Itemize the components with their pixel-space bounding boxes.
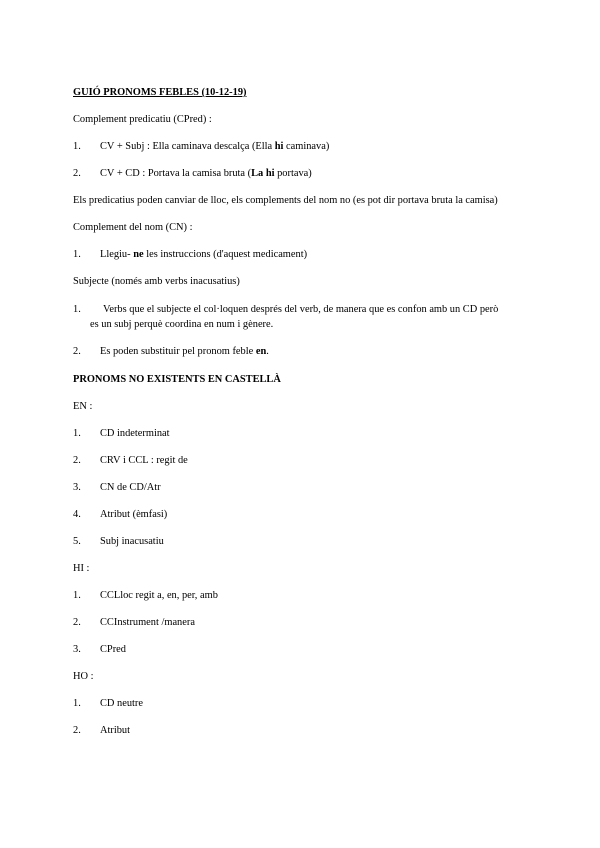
list-item <box>73 303 498 316</box>
item-number: 2. <box>73 725 81 736</box>
item-bold: La hi <box>251 168 275 179</box>
subj-heading: Subjecte (només amb verbs inacusatius) <box>73 276 240 287</box>
list-item <box>73 167 312 180</box>
item-number: 2. <box>73 617 81 628</box>
item-text: CPred <box>100 644 126 655</box>
item-text: CV + Subj : Ella caminava descalça (Ella <box>100 141 275 152</box>
item-text: CCLloc regit a, en, per, amb <box>100 590 218 601</box>
list-item <box>73 535 164 548</box>
item-number: 2. <box>73 346 81 357</box>
list-item <box>73 643 126 656</box>
item-bold: ne <box>133 249 144 260</box>
item-number: 1. <box>73 249 81 260</box>
list-item <box>73 697 143 710</box>
item-number: 3. <box>73 644 81 655</box>
list-item <box>73 248 307 261</box>
item-text: les instruccions (d'aquest medicament) <box>143 249 308 260</box>
item-text: Es poden substituir pel pronom feble <box>100 346 256 357</box>
list-item <box>73 140 329 153</box>
item-text: CRV i CCL : regit de <box>100 455 188 466</box>
document-title: GUIÓ PRONOMS FEBLES (10-12-19) <box>73 87 247 98</box>
list-item <box>73 589 218 602</box>
item-text: Subj inacusatiu <box>100 536 164 547</box>
cpred-heading: Complement predicatiu (CPred) : <box>73 114 212 125</box>
item-text: portava) <box>274 168 312 179</box>
item-text: CD neutre <box>100 698 143 709</box>
item-text: CCInstrument /manera <box>100 617 195 628</box>
list-item <box>73 345 269 358</box>
item-text: CN de CD/Atr <box>100 482 161 493</box>
list-item <box>73 481 161 494</box>
item-number: 1. <box>73 590 81 601</box>
item-bold: hi <box>274 141 284 152</box>
item-number: 4. <box>73 509 81 520</box>
en-heading: EN : <box>73 401 93 412</box>
list-item <box>73 454 188 467</box>
item-text: CV + CD : Portava la camisa bruta ( <box>100 168 252 179</box>
list-item <box>73 616 195 629</box>
item-number: 1. <box>73 304 81 315</box>
item-text: Atribut (èmfasi) <box>100 509 168 520</box>
item-text: . <box>266 346 269 357</box>
item-text: caminava) <box>283 141 330 152</box>
item-text: Atribut <box>100 725 131 736</box>
item-number: 2. <box>73 168 81 179</box>
item-bold: en <box>255 346 267 357</box>
list-item <box>73 508 167 521</box>
item-number: 1. <box>73 698 81 709</box>
hi-heading: HI : <box>73 563 90 574</box>
item-number: 2. <box>73 455 81 466</box>
section-heading: PRONOMS NO EXISTENTS EN CASTELLÀ <box>73 374 281 385</box>
item-number: 1. <box>73 141 81 152</box>
item-text: Llegiu- <box>100 249 134 260</box>
cpred-note: Els predicatius poden canviar de lloc, els complements del nom no (es pot dir portava bruta la camisa) <box>73 195 498 206</box>
list-item <box>73 724 130 737</box>
item-continuation: es un subj perquè coordina en num i gènere. <box>90 319 274 330</box>
item-text: Verbs que el subjecte el col·loquen després del verb, de manera que es confon amb un CD però <box>103 304 499 315</box>
list-item <box>73 427 170 440</box>
item-number: 3. <box>73 482 81 493</box>
item-number: 5. <box>73 536 81 547</box>
item-number: 1. <box>73 428 81 439</box>
item-text: CD indeterminat <box>100 428 170 439</box>
ho-heading: HO : <box>73 671 94 682</box>
cn-heading: Complement del nom (CN) : <box>73 222 193 233</box>
